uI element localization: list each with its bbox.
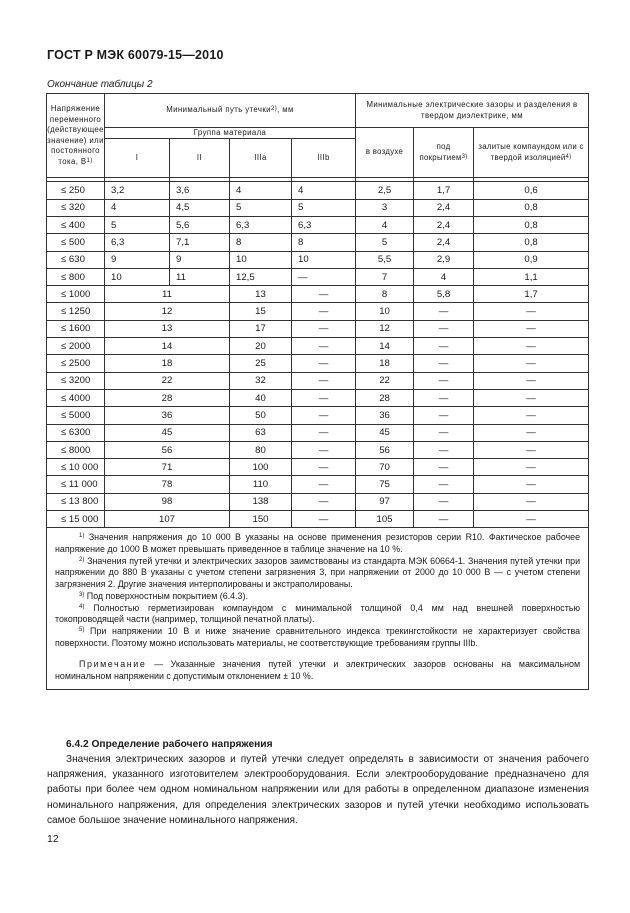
- cell-group-iiia: 13: [230, 286, 292, 303]
- cell-group-iiib: —: [292, 511, 356, 528]
- cell-group-iiib: —: [292, 303, 356, 320]
- cell-group-i: 10: [105, 268, 170, 285]
- table-row: [47, 320, 589, 337]
- cell-coating: —: [414, 320, 474, 337]
- cell-voltage: ≤ 10 000: [47, 459, 105, 476]
- cell-group-iiia: 150: [230, 511, 292, 528]
- cell-air: 3: [356, 199, 414, 216]
- footnote-1: $^{1)}$ Значения напряжения до 10 000 В указаны на основе применения резисторов серии R10. Фактическое рабочее напряжение до 1000 В может превышать приведенное в таблице значение на 10 %.: [55, 532, 581, 555]
- table-row: [47, 476, 589, 493]
- table-row: [47, 459, 589, 476]
- cell-group-iiia: 5: [230, 199, 292, 216]
- cell-group-iiia: 63: [230, 424, 292, 441]
- header-air: в воздухе: [356, 128, 414, 178]
- cell-group-iiia: 100: [230, 459, 292, 476]
- cell-air: 7: [356, 268, 414, 285]
- cell-group-iiib: —: [292, 320, 356, 337]
- cell-group-i-ii: 18: [105, 355, 230, 372]
- cell-voltage: ≤ 1250: [47, 303, 105, 320]
- header-material-group: Группа материала: [105, 128, 356, 139]
- cell-group-i-ii: 45: [105, 424, 230, 441]
- cell-group-iiia: 17: [230, 320, 292, 337]
- cell-group-i-ii: 28: [105, 389, 230, 406]
- cell-group-iiib: —: [292, 459, 356, 476]
- table-row: [47, 303, 589, 320]
- cell-group-i: 3,2: [105, 182, 170, 199]
- cell-voltage: ≤ 800: [47, 268, 105, 285]
- footnote-2: $^{2)}$ Значения путей утечки и электрических зазоров заимствованы из стандарта МЭК 60664-1. Значения путей утечки при напряжении до 880 В указаны с учетом степени загрязнения 3, при напряжении от 2000 до 10 000 В — с учетом степени загрязнения 2. Другие значения интерполированы и экстраполированы.: [55, 555, 581, 590]
- table-row: [47, 199, 589, 216]
- cell-coating: —: [414, 476, 474, 493]
- cell-group-i: 5: [105, 217, 170, 234]
- document-header: ГОСТ Р МЭК 60079-15—2010: [47, 48, 224, 62]
- cell-air: 70: [356, 459, 414, 476]
- cell-air: 75: [356, 476, 414, 493]
- cell-coating: —: [414, 441, 474, 458]
- header-group-iiia: IIIa: [230, 139, 292, 178]
- cell-group-iiib: 5: [292, 199, 356, 216]
- footnote-5: $^{5)}$ При напряжении 10 В и ниже значение сравнительного индекса трекингстойкости не характеризует свойства поверхности. Поэтому можно использовать материалы, не соответствующие требованиям группы IIIb.: [55, 625, 581, 648]
- cell-voltage: ≤ 250: [47, 182, 105, 199]
- cell-air: 10: [356, 303, 414, 320]
- cell-group-iiia: 10: [230, 251, 292, 268]
- cell-group-iiib: 10: [292, 251, 356, 268]
- cell-air: 28: [356, 389, 414, 406]
- cell-group-ii: 3,6: [170, 182, 230, 199]
- cell-voltage: ≤ 2000: [47, 338, 105, 355]
- cell-group-iiib: —: [292, 389, 356, 406]
- cell-group-i-ii: 36: [105, 407, 230, 424]
- cell-group-iiia: 25: [230, 355, 292, 372]
- cell-group-i-ii: 56: [105, 441, 230, 458]
- cell-air: 5: [356, 234, 414, 251]
- cell-air: 2,5: [356, 182, 414, 199]
- cell-potted: 0,6: [474, 182, 589, 199]
- header-group-ii: II: [170, 139, 230, 178]
- cell-voltage: ≤ 1600: [47, 320, 105, 337]
- cell-group-iiia: 15: [230, 303, 292, 320]
- cell-voltage: ≤ 320: [47, 199, 105, 216]
- cell-coating: 5,8: [414, 286, 474, 303]
- cell-coating: —: [414, 355, 474, 372]
- cell-voltage: ≤ 5000: [47, 407, 105, 424]
- cell-potted: —: [474, 407, 589, 424]
- cell-group-iiib: —: [292, 268, 356, 285]
- page-number: 12: [47, 833, 59, 845]
- cell-voltage: ≤ 2500: [47, 355, 105, 372]
- cell-group-ii: 4,5: [170, 199, 230, 216]
- cell-group-iiia: 12,5: [230, 268, 292, 285]
- header-potted: залитые компаундом или с твердой изоляцией$^{4)}$: [474, 128, 589, 178]
- table-row: [47, 441, 589, 458]
- cell-group-iiib: 4: [292, 182, 356, 199]
- header-coating: под покрытием$^{3)}$: [414, 128, 474, 178]
- cell-group-iiia: 110: [230, 476, 292, 493]
- cell-group-iiib: —: [292, 424, 356, 441]
- cell-potted: —: [474, 372, 589, 389]
- cell-group-iiib: 8: [292, 234, 356, 251]
- header-voltage: Напряжение переменного (действующее значение) или постоянного тока, $В^{1)}$: [47, 94, 105, 178]
- footnote-4: $^{4)}$ Полностью герметизирован компаундом с минимальной толщиной 0,4 мм над внешней поверхностью токопроводящей части (например, толщиной печатной платы).: [55, 602, 581, 625]
- cell-voltage: ≤ 4000: [47, 389, 105, 406]
- cell-potted: —: [474, 389, 589, 406]
- cell-voltage: ≤ 1000: [47, 286, 105, 303]
- cell-coating: —: [414, 493, 474, 510]
- section-paragraph: Значения электрических зазоров и путей утечки следует определять в зависимости от значения рабочего напряжения, указанного изготовителем электрооборудования. Если электрооборудование предназначено для работы при более чем одном номинальном напряжении или для работы в определенном диапазоне изменения номинального напряжения, для определения электрических зазоров и путей утечки необходимо использовать самое большое значение номинального напряжения.: [47, 754, 589, 826]
- cell-potted: —: [474, 441, 589, 458]
- cell-air: 18: [356, 355, 414, 372]
- cell-coating: 2,9: [414, 251, 474, 268]
- cell-group-i-ii: 14: [105, 338, 230, 355]
- cell-air: 12: [356, 320, 414, 337]
- cell-coating: 1,7: [414, 182, 474, 199]
- table-note: Примечание — Указанные значения путей утечки и электрических зазоров основаны на максимальном номинальном напряжении с допустимым отклонением ± 10 %.: [55, 659, 581, 682]
- cell-group-iiia: 138: [230, 493, 292, 510]
- cell-voltage: ≤ 11 000: [47, 476, 105, 493]
- cell-coating: —: [414, 372, 474, 389]
- cell-coating: —: [414, 389, 474, 406]
- table-row: [47, 286, 589, 303]
- cell-coating: 2,4: [414, 234, 474, 251]
- cell-coating: —: [414, 511, 474, 528]
- footnote-3: $^{3)}$ Под поверхностным покрытием (6.4.3).: [79, 590, 248, 601]
- header-creepage: Минимальный путь утечки$^{2)}$, мм: [105, 94, 356, 128]
- cell-voltage: ≤ 13 800: [47, 493, 105, 510]
- cell-group-iiia: 6,3: [230, 217, 292, 234]
- cell-group-iiia: 20: [230, 338, 292, 355]
- section-heading: 6.4.2 Определение рабочего напряжения: [66, 739, 273, 750]
- cell-group-i: 4: [105, 199, 170, 216]
- cell-potted: —: [474, 320, 589, 337]
- table-row: [47, 389, 589, 406]
- cell-air: 45: [356, 424, 414, 441]
- cell-group-iiia: 32: [230, 372, 292, 389]
- cell-potted: 1,7: [474, 286, 589, 303]
- cell-coating: —: [414, 407, 474, 424]
- cell-group-ii: 5,6: [170, 217, 230, 234]
- cell-air: 8: [356, 286, 414, 303]
- cell-air: 4: [356, 217, 414, 234]
- cell-potted: 0,8: [474, 234, 589, 251]
- cell-air: 97: [356, 493, 414, 510]
- table-row: [47, 268, 589, 285]
- cell-group-i-ii: 71: [105, 459, 230, 476]
- cell-coating: 2,4: [414, 217, 474, 234]
- clearance-table: [46, 93, 589, 690]
- cell-potted: —: [474, 476, 589, 493]
- cell-coating: —: [414, 303, 474, 320]
- table-row: [47, 511, 589, 528]
- cell-group-iiia: 8: [230, 234, 292, 251]
- cell-group-iiib: —: [292, 441, 356, 458]
- cell-air: 56: [356, 441, 414, 458]
- cell-potted: 0,8: [474, 199, 589, 216]
- cell-air: 5,5: [356, 251, 414, 268]
- cell-group-iiib: —: [292, 286, 356, 303]
- cell-group-iiia: 4: [230, 182, 292, 199]
- cell-group-iiib: —: [292, 355, 356, 372]
- table-row: [47, 424, 589, 441]
- cell-group-iiia: 40: [230, 389, 292, 406]
- cell-group-iiib: —: [292, 407, 356, 424]
- cell-group-iiia: 50: [230, 407, 292, 424]
- header-clearance: Минимальные электрические зазоры и разделения в твердом диэлектрике, мм: [356, 94, 589, 128]
- cell-potted: 0,8: [474, 217, 589, 234]
- cell-group-iiib: —: [292, 372, 356, 389]
- cell-voltage: ≤ 630: [47, 251, 105, 268]
- cell-group-ii: 11: [170, 268, 230, 285]
- cell-group-ii: 9: [170, 251, 230, 268]
- cell-coating: —: [414, 459, 474, 476]
- cell-potted: 0,9: [474, 251, 589, 268]
- cell-group-i-ii: 12: [105, 303, 230, 320]
- table-row: [47, 251, 589, 268]
- cell-voltage: ≤ 500: [47, 234, 105, 251]
- cell-voltage: ≤ 3200: [47, 372, 105, 389]
- cell-group-i: 6,3: [105, 234, 170, 251]
- table-row: [47, 234, 589, 251]
- table-row: [47, 493, 589, 510]
- cell-group-i-ii: 78: [105, 476, 230, 493]
- cell-coating: —: [414, 424, 474, 441]
- cell-group-i-ii: 13: [105, 320, 230, 337]
- cell-coating: —: [414, 338, 474, 355]
- table-footnotes: [47, 528, 589, 689]
- cell-coating: 2,4: [414, 199, 474, 216]
- cell-potted: —: [474, 338, 589, 355]
- cell-air: 14: [356, 338, 414, 355]
- cell-potted: —: [474, 303, 589, 320]
- cell-group-iiib: —: [292, 476, 356, 493]
- table-row: [47, 355, 589, 372]
- table-continuation-caption: Окончание таблицы 2: [47, 79, 153, 90]
- table-row: [47, 407, 589, 424]
- table-row: [47, 182, 589, 199]
- cell-group-i-ii: 22: [105, 372, 230, 389]
- cell-voltage: ≤ 15 000: [47, 511, 105, 528]
- cell-voltage: ≤ 8000: [47, 441, 105, 458]
- cell-group-iiib: 6,3: [292, 217, 356, 234]
- cell-potted: —: [474, 355, 589, 372]
- header-group-i: I: [105, 139, 170, 178]
- cell-potted: —: [474, 424, 589, 441]
- cell-potted: —: [474, 459, 589, 476]
- cell-voltage: ≤ 400: [47, 217, 105, 234]
- table-row: [47, 372, 589, 389]
- cell-group-i-ii: 11: [105, 286, 230, 303]
- cell-voltage: ≤ 6300: [47, 424, 105, 441]
- table-row: [47, 217, 589, 234]
- cell-air: 22: [356, 372, 414, 389]
- cell-potted: 1,1: [474, 268, 589, 285]
- cell-potted: —: [474, 511, 589, 528]
- cell-group-ii: 7,1: [170, 234, 230, 251]
- cell-coating: 4: [414, 268, 474, 285]
- cell-group-i-ii: 107: [105, 511, 230, 528]
- cell-air: 36: [356, 407, 414, 424]
- table-row: [47, 338, 589, 355]
- cell-potted: —: [474, 493, 589, 510]
- cell-air: 105: [356, 511, 414, 528]
- cell-group-iiia: 80: [230, 441, 292, 458]
- cell-group-i: 9: [105, 251, 170, 268]
- cell-group-i-ii: 98: [105, 493, 230, 510]
- header-group-iiib: IIIb: [292, 139, 356, 178]
- cell-group-iiib: —: [292, 338, 356, 355]
- cell-group-iiib: —: [292, 493, 356, 510]
